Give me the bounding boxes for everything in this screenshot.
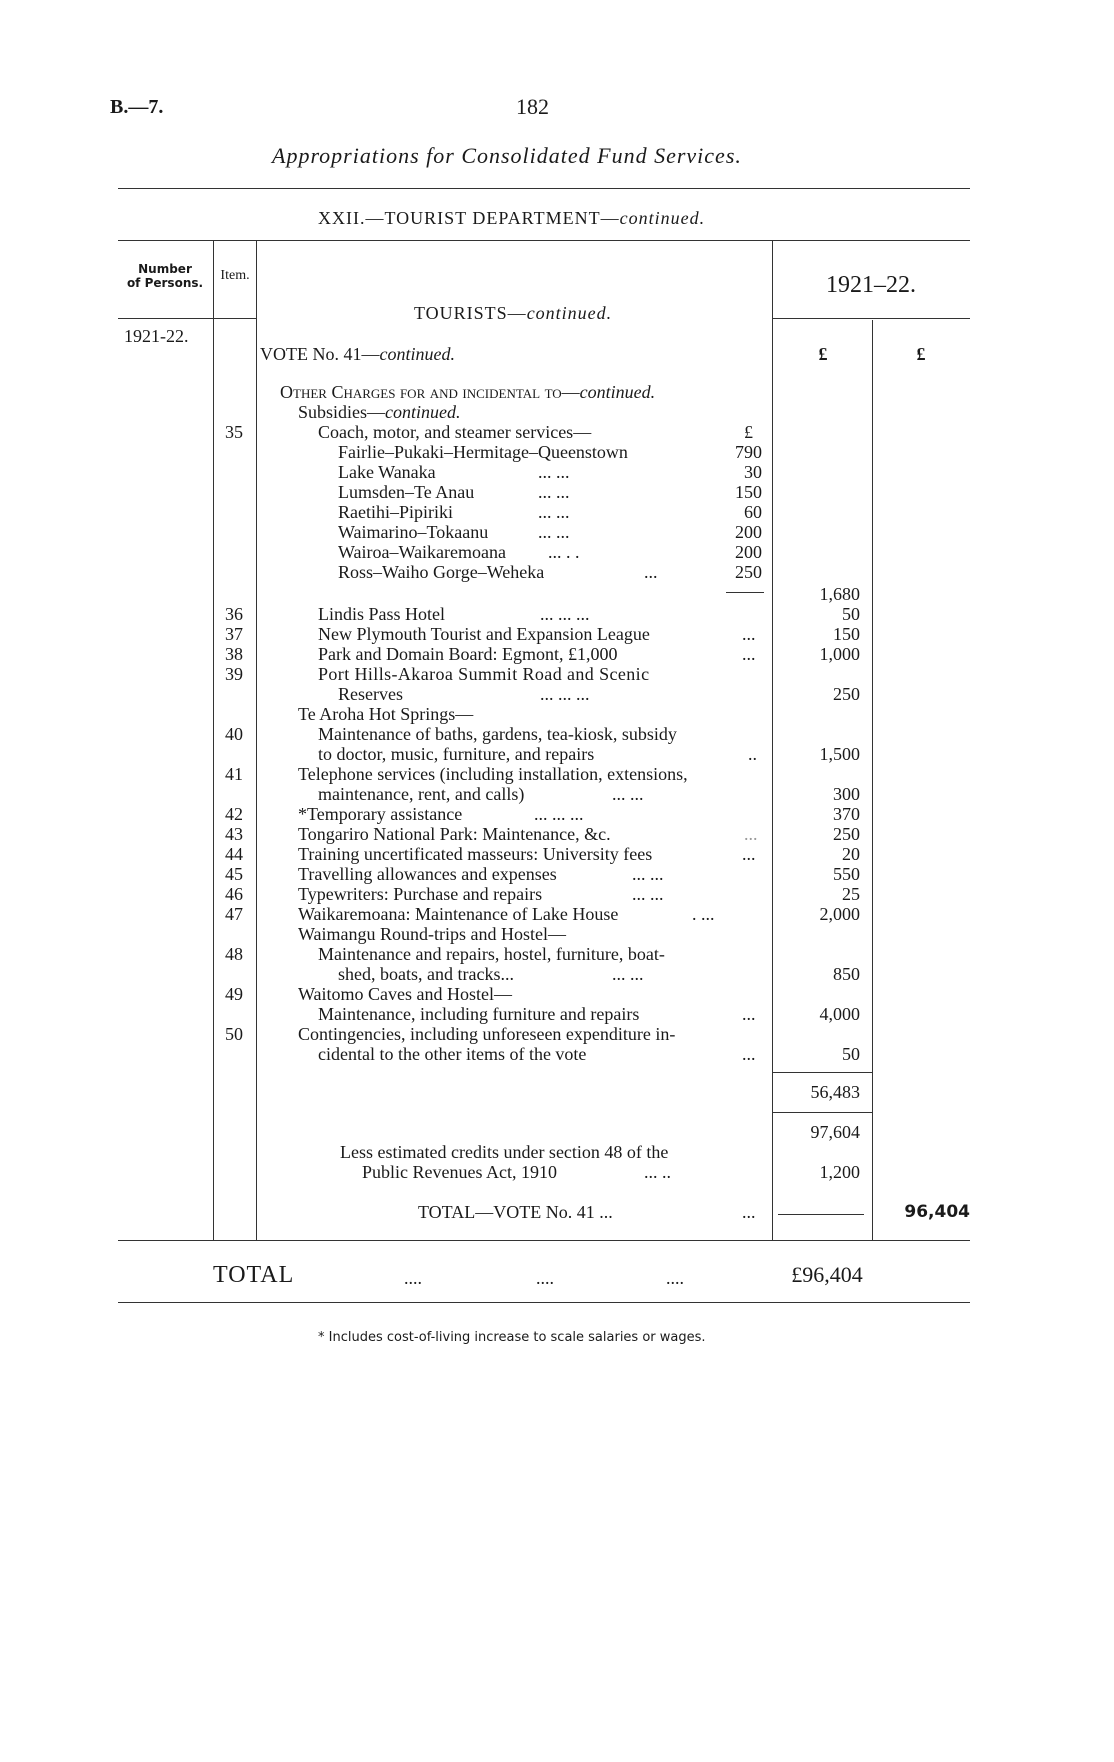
item-row <box>318 644 764 664</box>
item-number: 44 <box>225 844 243 864</box>
leader-dots: ... <box>742 624 756 644</box>
grand-dots-2: .... <box>536 1268 554 1288</box>
less-credits-label-2 <box>362 1162 764 1182</box>
sub-item-row <box>338 502 762 522</box>
item-row <box>298 904 764 924</box>
sub-item-amount: 150 <box>735 482 762 502</box>
item-row <box>298 804 764 824</box>
item-label-line-2: shed, boats, and tracks... <box>338 964 514 984</box>
item-row <box>318 624 764 644</box>
item-label: New Plymouth Tourist and Expansion League <box>318 624 650 644</box>
item-number: 38 <box>225 644 243 664</box>
leader-dots: ... ... <box>612 784 644 804</box>
subsidies-text: Subsidies— <box>298 402 386 422</box>
leader-dots: .. <box>748 744 757 764</box>
gross-amount: 97,604 <box>810 1122 860 1142</box>
leader-dots: ... <box>742 844 756 864</box>
sub-item-row <box>338 482 762 502</box>
sub-item-label: Fairlie–Pukaki–Hermitage–Queenstown <box>338 442 628 462</box>
item-row-continued <box>318 784 764 804</box>
document-reference: B.—7. <box>110 96 164 118</box>
item-amount: 1,000 <box>819 644 860 664</box>
item-35-total: 1,680 <box>819 584 860 604</box>
sub-item-amount: 60 <box>744 502 762 522</box>
less-credits-amount: 1,200 <box>819 1162 860 1182</box>
sub-total-rule <box>726 592 764 593</box>
persons-header-line-2: of Persons. <box>126 276 204 290</box>
item-row <box>318 664 764 684</box>
item-amount: 4,000 <box>819 1004 860 1024</box>
item-label: Waikaremoana: Maintenance of Lake House <box>298 904 619 924</box>
sub-item-label: Raetihi–Pipiriki <box>338 502 453 522</box>
item-label-line-2: Reserves <box>338 684 403 704</box>
sub-item-row <box>338 522 762 542</box>
subsidies-heading <box>298 402 461 422</box>
leader-dots: ... <box>742 1004 756 1024</box>
subtotal-rule <box>772 1072 872 1073</box>
persons-header <box>118 262 212 290</box>
vote-total-label: TOTAL—VOTE No. 41 ... <box>418 1202 613 1222</box>
item-label-line-2: cidental to the other items of the vote <box>318 1044 587 1064</box>
item-number: 45 <box>225 864 243 884</box>
item-amount: 550 <box>833 864 860 884</box>
sub-item-amount: 790 <box>735 442 762 462</box>
pound-header-1: £ <box>818 344 828 364</box>
department-continued: continued. <box>619 208 706 228</box>
item-row <box>298 764 764 784</box>
item-label: Telephone services (including installation, extensions, <box>298 764 688 784</box>
item-row <box>318 724 764 744</box>
page-number: 182 <box>516 94 549 119</box>
item-row-continued <box>318 744 764 764</box>
item-row-continued <box>318 1044 764 1064</box>
item-label: *Temporary assistance <box>298 804 463 824</box>
total-column-divider <box>872 320 873 1240</box>
sub-item-label: Waimarino–Tokaanu <box>338 522 489 542</box>
leader-dots: ... ... <box>538 462 570 482</box>
section-heading-continued: continued. <box>526 303 613 323</box>
table-top-rule <box>118 240 970 241</box>
leader-dots: ... ... <box>632 864 664 884</box>
leader-dots: ... .. <box>644 1162 671 1182</box>
item-label: Tongariro National Park: Maintenance, &c. <box>298 824 611 844</box>
item-row <box>298 884 764 904</box>
sub-item-label: Lake Wanaka <box>338 462 436 482</box>
leader-dots: ... <box>742 1202 756 1222</box>
item-amount: 250 <box>833 824 860 844</box>
item-amount: 150 <box>833 624 860 644</box>
item-amount: 370 <box>833 804 860 824</box>
vote-total-dash <box>778 1214 864 1215</box>
persons-year: 1921-22. <box>124 326 189 346</box>
item-label: Maintenance of baths, gardens, tea-kiosk, subsidy <box>318 724 677 744</box>
leader-dots: ... <box>742 1044 756 1064</box>
other-charges-continued: continued. <box>579 382 656 402</box>
item-row <box>298 864 764 884</box>
grand-total-label: TOTAL <box>213 1262 295 1288</box>
department-title-text: XXII.—TOURIST DEPARTMENT— <box>318 208 620 228</box>
item-number: 36 <box>225 604 243 624</box>
item-amount: 300 <box>833 784 860 804</box>
item-row <box>298 1024 764 1044</box>
item-label: Travelling allowances and expenses <box>298 864 557 884</box>
item-number: 39 <box>225 664 243 684</box>
item-column-divider <box>256 240 257 1240</box>
item-amount: 850 <box>833 964 860 984</box>
item-label: Park and Domain Board: Egmont, £1,000 <box>318 644 618 664</box>
item-number: 41 <box>225 764 243 784</box>
vote-heading-continued: continued. <box>379 344 455 364</box>
sub-item-label: Lumsden–Te Anau <box>338 482 475 502</box>
item-number: 42 <box>225 804 243 824</box>
item-number: 48 <box>225 944 243 964</box>
group-heading: Waitomo Caves and Hostel— <box>298 984 513 1004</box>
group-heading: Te Aroha Hot Springs— <box>298 704 474 724</box>
leader-dots: ... ... ... <box>540 604 590 624</box>
item-label: Port Hills-Akaroa Summit Road and Scenic <box>318 664 650 684</box>
sub-item-amount: 250 <box>735 562 762 582</box>
year-header-rule <box>772 318 970 319</box>
sub-item-label: Ross–Waiho Gorge–Weheka <box>338 562 545 582</box>
leader-dots: ... ... <box>612 964 644 984</box>
other-charges-text: Other Charges for and incidental to— <box>280 382 580 402</box>
other-charges-heading <box>280 382 655 402</box>
item-row <box>318 604 764 624</box>
leader-dots: ... <box>744 824 758 844</box>
item-amount: 1,500 <box>819 744 860 764</box>
vote-heading <box>260 344 455 365</box>
item-label-line-2: to doctor, music, furniture, and repairs <box>318 744 595 764</box>
item-number: 37 <box>225 624 243 644</box>
leader-dots: . ... <box>692 904 715 924</box>
item-row <box>318 944 764 964</box>
subsidies-continued: continued. <box>385 402 461 422</box>
section-heading <box>414 303 612 324</box>
sub-item-amount: 200 <box>735 542 762 562</box>
item-label: Training uncertificated masseurs: University fees <box>298 844 653 864</box>
item-header: Item. <box>220 268 250 283</box>
sub-item-row <box>338 562 762 582</box>
leader-dots: ... ... <box>538 482 570 502</box>
sub-item-row <box>338 442 762 462</box>
item-number: 49 <box>225 984 243 1004</box>
section-heading-text: TOURISTS— <box>414 303 527 323</box>
page-title: Appropriations for Consolidated Fund Services. <box>272 143 742 168</box>
item-amount: 50 <box>842 604 860 624</box>
table-bottom-rule <box>118 1240 970 1241</box>
item-35-sub-pound: £ <box>744 422 753 442</box>
grand-total-amount: £96,404 <box>791 1262 863 1287</box>
less-credits-text: Public Revenues Act, 1910 <box>362 1162 557 1182</box>
sub-item-amount: 200 <box>735 522 762 542</box>
subtotal-amount: 56,483 <box>810 1082 860 1102</box>
item-number: 50 <box>225 1024 243 1044</box>
grand-dots-1: .... <box>404 1268 422 1288</box>
item-amount: 20 <box>842 844 860 864</box>
footnote: * Includes cost-of-living increase to scale salaries or wages. <box>318 1330 706 1345</box>
group-heading: Waimangu Round-trips and Hostel— <box>298 924 567 944</box>
sub-item-label: Wairoa–Waikaremoana <box>338 542 507 562</box>
vote-total-amount: 96,404 <box>904 1202 970 1222</box>
grand-dots-3: .... <box>666 1268 684 1288</box>
pound-header-2: £ <box>916 344 926 364</box>
item-label: Maintenance and repairs, hostel, furniture, boat- <box>318 944 665 964</box>
leader-dots: ... ... <box>538 522 570 542</box>
gross-rule <box>772 1112 872 1113</box>
sub-item-row <box>338 542 762 562</box>
leader-dots: ... ... ... <box>534 804 584 824</box>
department-title <box>318 208 705 229</box>
item-label-line-2: maintenance, rent, and calls) <box>318 784 525 804</box>
item-amount: 250 <box>833 684 860 704</box>
vote-heading-text: VOTE No. 41— <box>260 344 380 364</box>
persons-header-rule <box>118 318 256 319</box>
grand-total-rule <box>118 1302 970 1303</box>
item-amount: 50 <box>842 1044 860 1064</box>
item-label: Maintenance, including furniture and repairs <box>318 1004 640 1024</box>
leader-dots: ... ... <box>538 502 570 522</box>
item-number: 47 <box>225 904 243 924</box>
item-row <box>298 824 764 844</box>
vote-total-row <box>418 1202 764 1222</box>
item-row <box>318 1004 764 1024</box>
item-number: 43 <box>225 824 243 844</box>
item-label: Lindis Pass Hotel <box>318 604 446 624</box>
leader-dots: ... ... <box>632 884 664 904</box>
sub-item-amount: 30 <box>744 462 762 482</box>
item-amount: 2,000 <box>819 904 860 924</box>
item-amount: 25 <box>842 884 860 904</box>
item-row <box>298 844 764 864</box>
item-number: 46 <box>225 884 243 904</box>
sub-item-row <box>338 462 762 482</box>
item-row-continued <box>338 684 764 704</box>
less-credits-label: Less estimated credits under section 48 of the <box>340 1142 669 1162</box>
item-label: Typewriters: Purchase and repairs <box>298 884 543 904</box>
persons-header-line-1: Number <box>138 262 192 276</box>
leader-dots: ... ... ... <box>540 684 590 704</box>
item-label: Contingencies, including unforeseen expenditure in- <box>298 1024 676 1044</box>
item-35-label: Coach, motor, and steamer services— <box>318 422 592 442</box>
item-number: 40 <box>225 724 243 744</box>
item-number-35: 35 <box>225 422 243 442</box>
leader-dots: ... . . <box>548 542 580 562</box>
leader-dots: ... <box>644 562 658 582</box>
leader-dots: ... <box>742 644 756 664</box>
amount-column-divider <box>772 240 773 1240</box>
title-rule <box>118 188 970 189</box>
item-row-continued <box>338 964 764 984</box>
year-header: 1921–22. <box>826 272 916 298</box>
